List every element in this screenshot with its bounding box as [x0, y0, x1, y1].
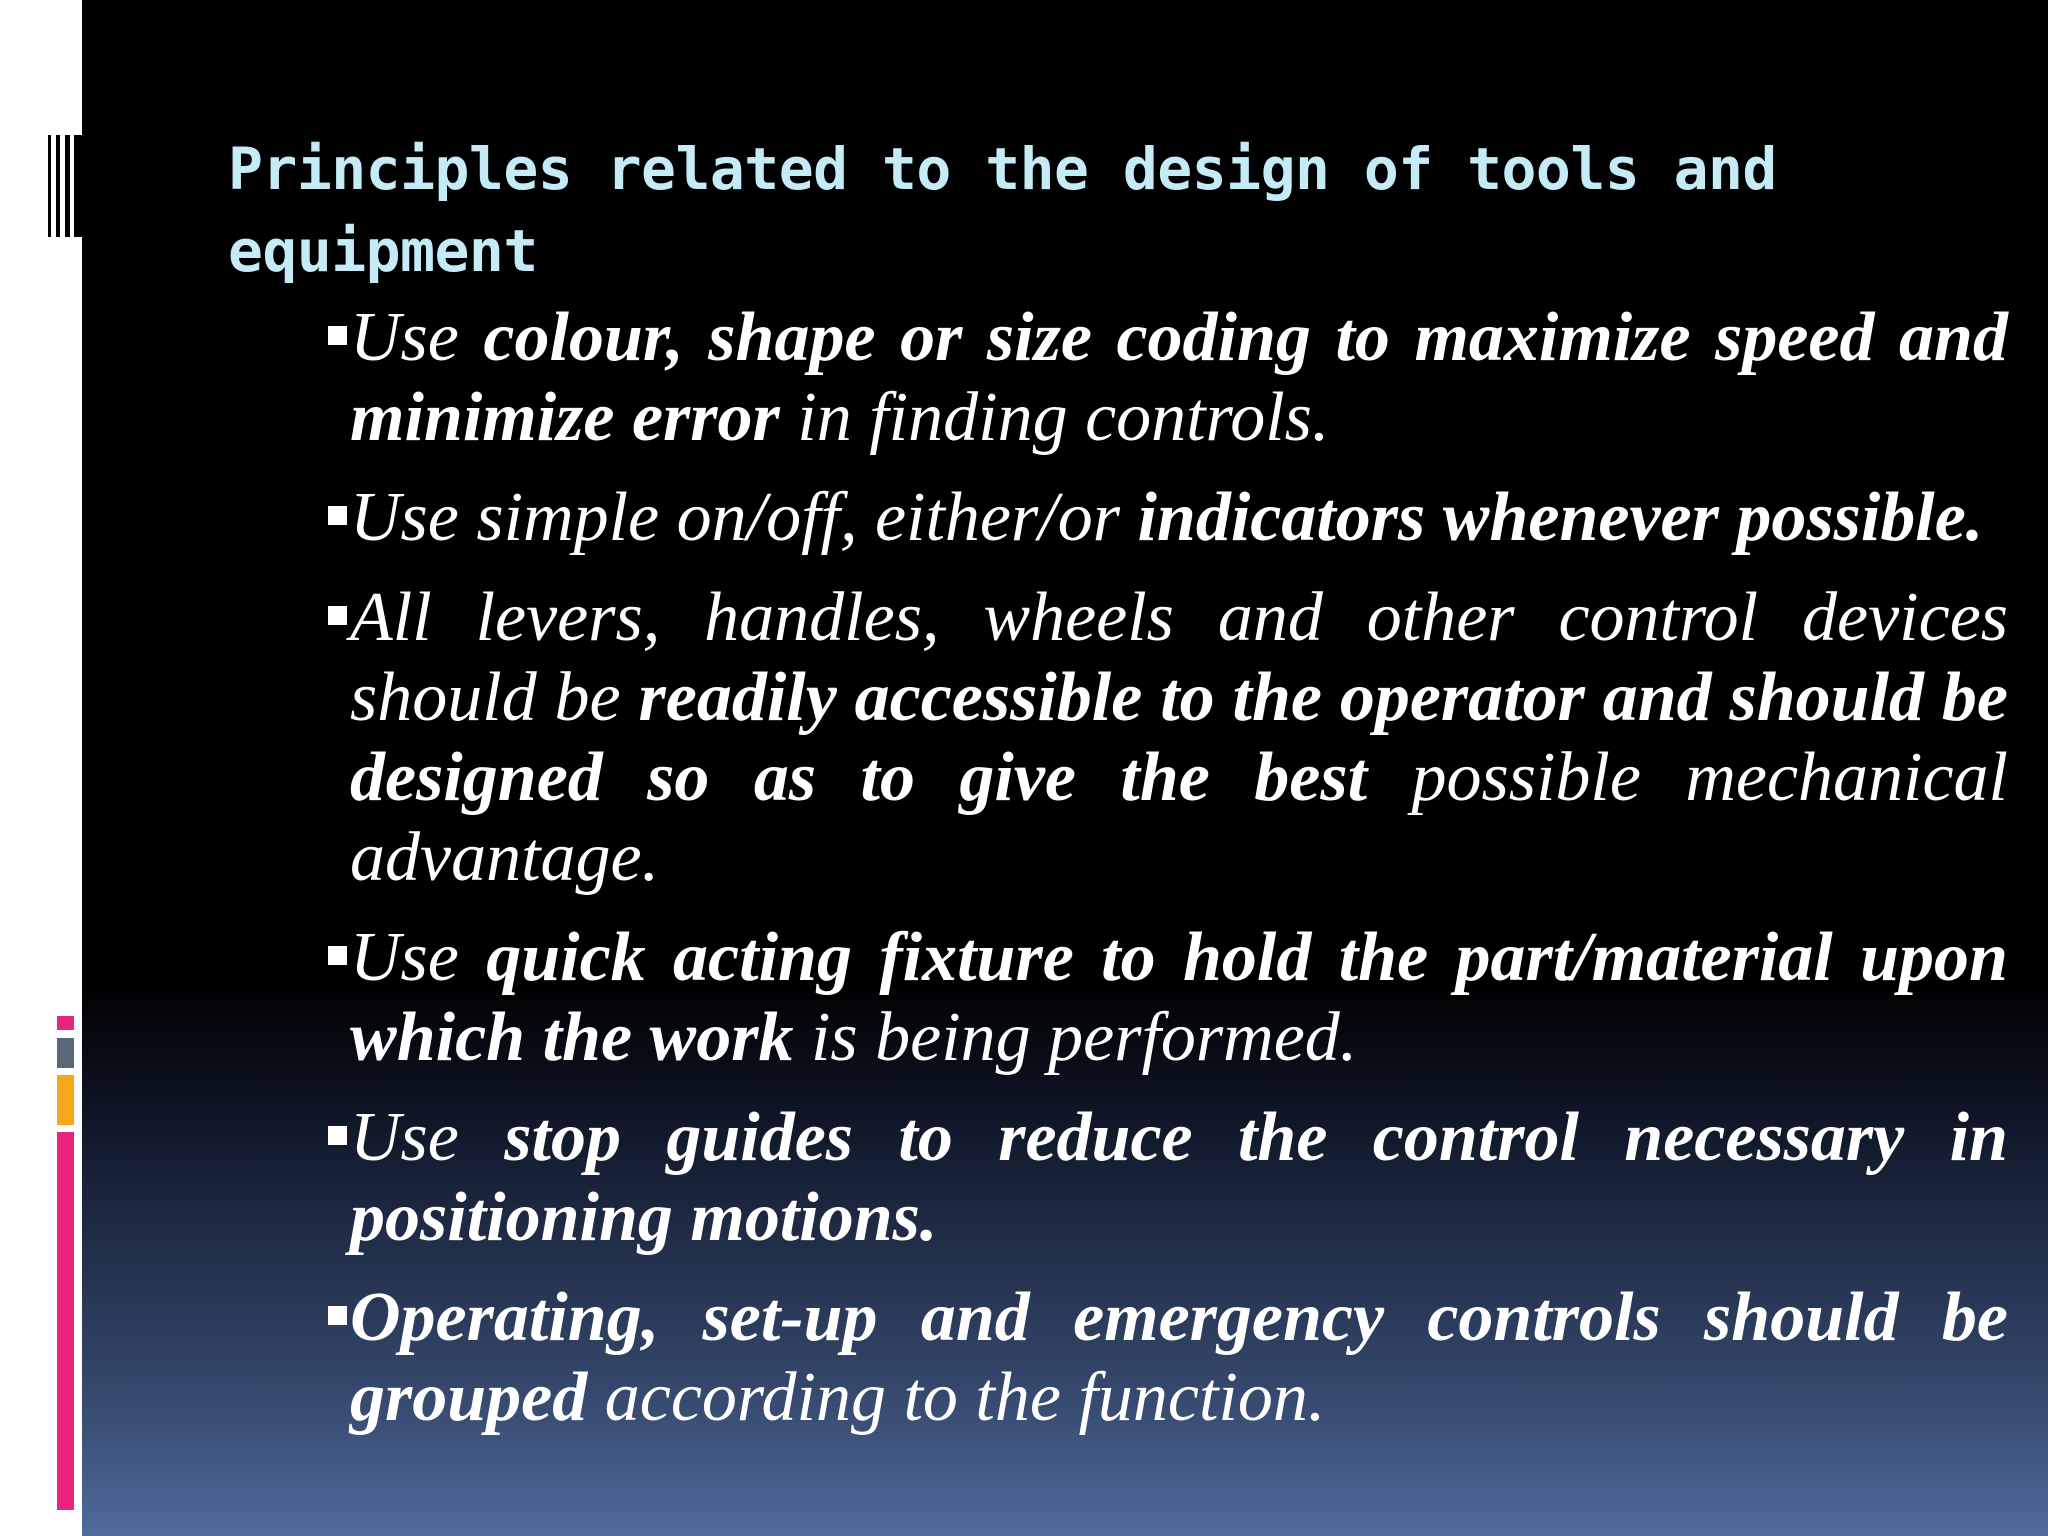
bullet-text-regular: Use — [350, 919, 487, 996]
bullet-text — [350, 1098, 2008, 1258]
bullet-text — [350, 298, 2008, 458]
bullet-square-icon — [328, 506, 347, 525]
bullet-square-icon — [328, 946, 347, 965]
bullet-text-regular: All levers, handles, wheels and other control devices should be — [350, 579, 2008, 736]
bullet-text-bold: Operating, set-up and emergency controls should be grouped — [350, 1279, 2008, 1436]
bullet-text-bold: readily accessible to the operator and should be designed so as to give the best — [350, 659, 2008, 816]
bullet-text-regular: Use simple on/off, either/or — [350, 479, 1138, 556]
bullet-square-icon — [328, 606, 347, 625]
left-decor-strip — [0, 0, 82, 1536]
decor-accent-gray — [57, 1038, 74, 1068]
bullet-item — [228, 478, 2008, 558]
decor-vertical-lines — [48, 135, 82, 237]
bullet-text-bold: quick acting fixture to hold the part/material upon which the work — [350, 919, 2008, 1076]
bullet-square-icon — [328, 1126, 347, 1145]
bullet-text — [350, 918, 2008, 1078]
bullet-text-regular: Use — [350, 299, 484, 376]
bullet-text-bold: colour, shape or size coding to maximize speed and minimize error — [350, 299, 2008, 456]
bullet-item — [228, 1098, 2008, 1258]
bullet-text-bold: indicators whenever possible. — [1137, 479, 1984, 556]
bullet-square-icon — [328, 326, 347, 345]
decor-accent-pink-top — [57, 1016, 74, 1030]
bullet-text-regular: is being performed. — [793, 999, 1358, 1076]
bullet-square-icon — [328, 1306, 347, 1325]
bullet-text — [350, 1278, 2008, 1438]
slide-title: Principles related to the design of tools and equipment — [228, 135, 1777, 285]
bullet-text-regular: according to the function. — [587, 1359, 1326, 1436]
bullet-text — [350, 478, 2008, 558]
bullet-item — [228, 578, 2008, 898]
bullet-item — [228, 918, 2008, 1078]
slide-content-area — [82, 0, 2048, 1536]
decor-accent-pink-long — [57, 1132, 74, 1510]
bullet-item — [228, 298, 2008, 458]
bullet-text-regular: possible mechanical advantage. — [350, 739, 2009, 896]
bullet-text-regular: Use — [350, 1099, 505, 1176]
decor-accent-orange — [57, 1075, 74, 1125]
bullet-text-regular: in finding controls. — [779, 379, 1330, 456]
bullet-item — [228, 1278, 2008, 1438]
bullet-text-bold: stop guides to reduce the control necessary in positioning motions. — [350, 1099, 2008, 1256]
bullet-list — [228, 298, 2008, 1458]
bullet-text — [350, 578, 2008, 898]
